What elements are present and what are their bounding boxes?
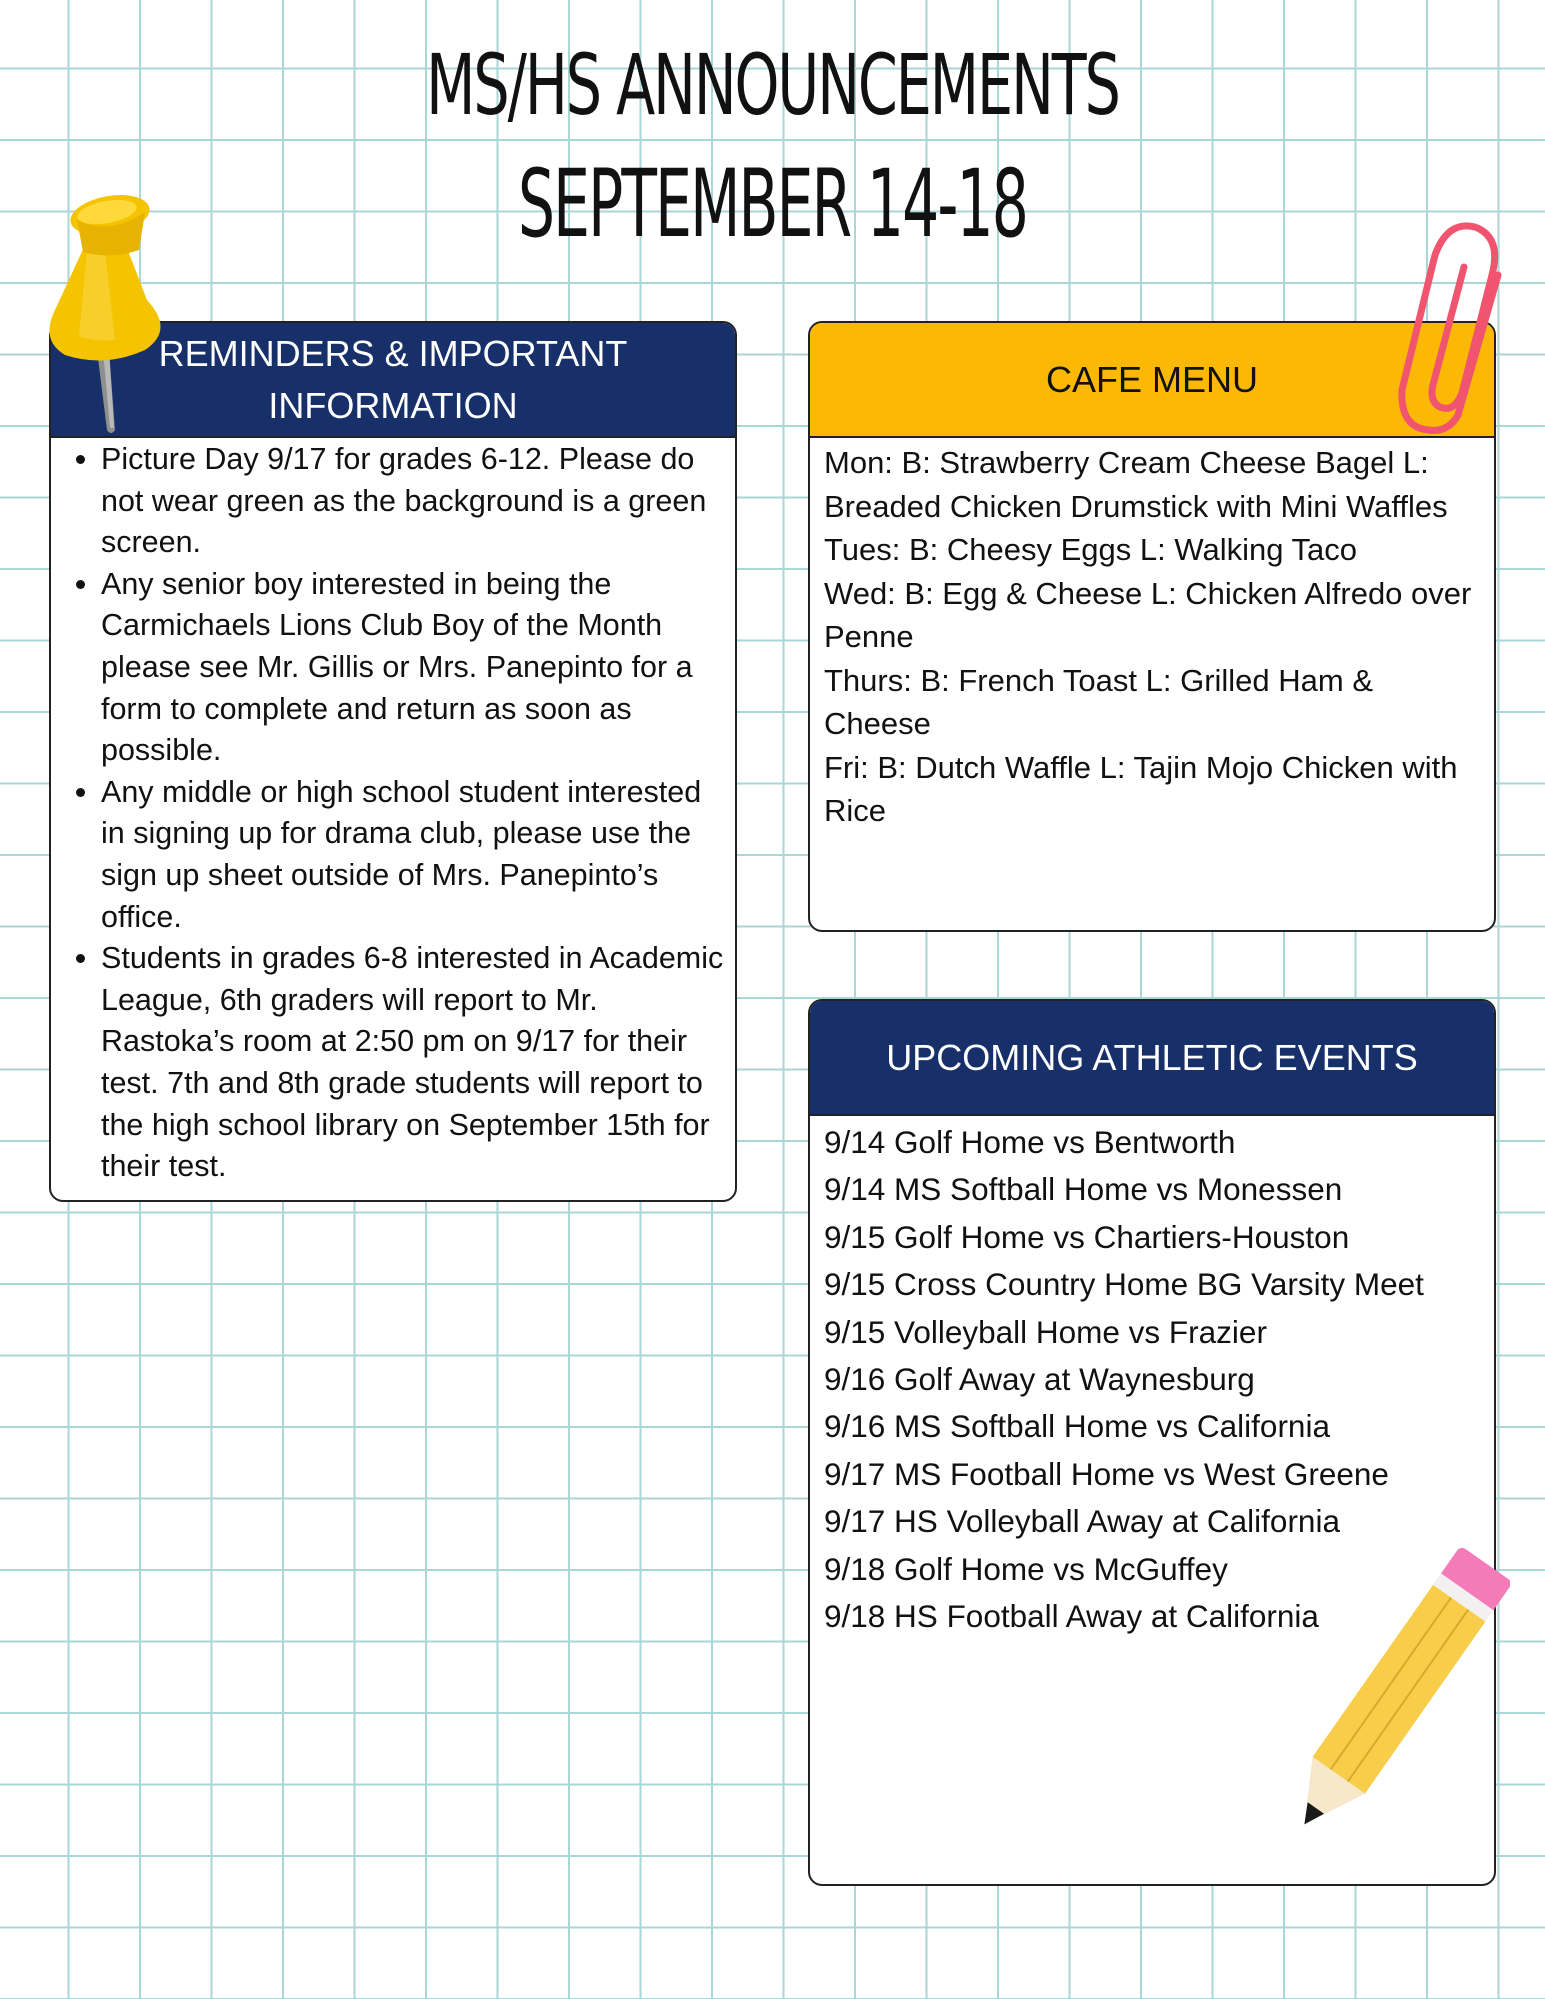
athletic-event-item: 9/17 HS Volleyball Away at California <box>824 1503 1340 1540</box>
athletic-event-item: 9/14 Golf Home vs Bentworth <box>824 1124 1236 1160</box>
paperclip-icon <box>1380 215 1510 440</box>
cafe-menu-item: Tues: B: Cheesy Eggs L: Walking Taco <box>824 532 1357 567</box>
athletic-events-heading: UPCOMING ATHLETIC EVENTS <box>810 1001 1494 1116</box>
reminders-list <box>51 439 735 1188</box>
cafe-menu-item: Thurs: B: French Toast L: Grilled Ham & Cheese <box>824 662 1374 741</box>
athletic-event-item: 9/18 HS Football Away at California <box>824 1598 1319 1635</box>
reminder-item: • Any senior boy interested in being the Carmichaels Lions Club Boy of the Month please see Mr. Gillis or Mrs. Panepinto for a form to complete and return as soon as possible. <box>101 564 731 772</box>
cafe-menu-list <box>824 441 1486 833</box>
athletic-event-item: 9/17 MS Football Home vs West Greene <box>824 1455 1389 1492</box>
pushpin-icon <box>35 190 175 435</box>
cafe-menu-item: Fri: B: Dutch Waffle L: Tajin Mojo Chicken with Rice <box>824 749 1458 828</box>
cafe-menu-item: Wed: B: Egg & Cheese L: Chicken Alfredo over Penne <box>824 575 1472 654</box>
athletic-event-item: 9/18 Golf Home vs McGuffey <box>824 1550 1228 1587</box>
athletic-event-item: 9/14 MS Softball Home vs Monessen <box>824 1171 1343 1208</box>
pencil-icon <box>1280 1530 1510 1860</box>
cafe-menu-heading: CAFE MENU <box>810 323 1494 438</box>
reminder-item: • Picture Day 9/17 for grades 6-12. Please do not wear green as the background is a green screen. <box>101 439 731 564</box>
reminder-item: • Any middle or high school student interested in signing up for drama club, please use the sign up sheet outside of Mrs. Panepinto’s office. <box>101 772 731 938</box>
reminders-panel <box>49 321 737 1202</box>
reminder-item: • Students in grades 6-8 interested in Academic League, 6th graders will report to Mr. Rastoka’s room at 2:50 pm on 9/17 for their test. 7th and 8th grade students will report to the high school library on September 15th for their test. <box>101 938 731 1188</box>
page-title: MS/HS ANNOUNCEMENTS <box>426 36 1119 134</box>
athletic-event-item: 9/15 Golf Home vs Chartiers-Houston <box>824 1218 1350 1255</box>
athletic-event-item: 9/15 Cross Country Home BG Varsity Meet <box>824 1266 1424 1303</box>
athletic-event-item: 9/15 Volleyball Home vs Frazier <box>824 1313 1267 1350</box>
cafe-menu-item: Mon: B: Strawberry Cream Cheese Bagel L: Breaded Chicken Drumstick with Mini Waffles <box>824 445 1448 524</box>
athletic-event-item: 9/16 Golf Away at Waynesburg <box>824 1361 1255 1398</box>
reminders-heading: REMINDERS & IMPORTANT INFORMATION <box>51 323 735 438</box>
page-subtitle-dates: SEPTEMBER 14-18 <box>518 150 1027 259</box>
athletic-event-item: 9/16 MS Softball Home vs California <box>824 1408 1330 1445</box>
